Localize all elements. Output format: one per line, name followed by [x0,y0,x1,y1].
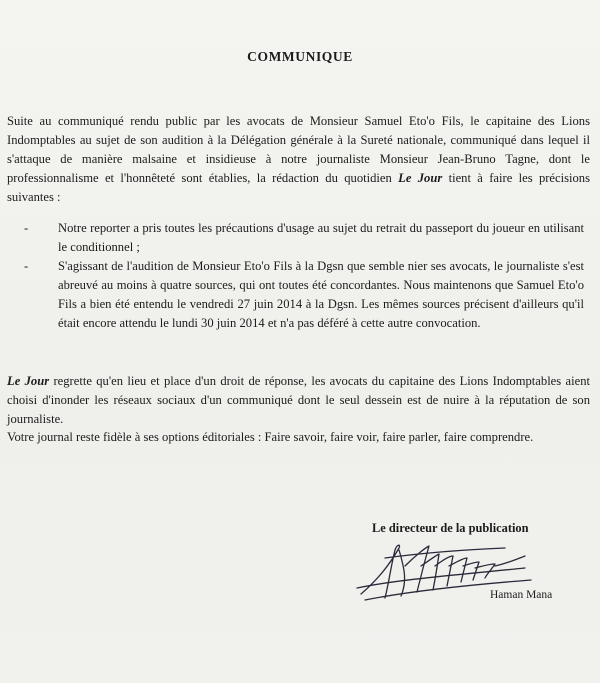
signature-title: Le directeur de la publication [372,521,529,535]
list-item-text: S'agissant de l'audition de Monsieur Eto'o Fils à la Dgsn que semble nier ses avocats, le journaliste s'est abreuvé au moins à quatre sources, qui ont toutes été concordantes. Nous maintenons que Samuel Eto'o Fils a bien été entendu le vendredi 27 juin 2014 à la Dgsn. Les mêmes sources précisent d'ailleurs qu'il était encore attendu le lundi 30 juin 2014 et n'a pas déféré à cette autre convocation. [58,259,584,330]
newspaper-name: Le Jour [398,171,443,185]
intro-text-end: tient à faire les précisions suivantes : [7,171,591,204]
clarifications-list [24,219,584,333]
list-item [24,257,584,333]
list-item [24,219,584,257]
intro-paragraph [7,112,590,207]
list-item-text: Notre reporter a pris toutes les précautions d'usage au sujet du retrait du passeport du joueur en utilisant le conditionnel ; [58,221,584,254]
regret-text: regrette qu'en lieu et place d'un droit de réponse, les avocats du capitaine des Lions Indomptables aient choisi d'inonder les réseaux sociaux d'un communiqué dont le seul dessein est de nuire à la réputation de son journaliste. [7,374,590,426]
list-bullet: - [24,221,29,235]
document-title: COMMUNIQUE [247,49,353,64]
list-bullet: - [24,259,29,273]
newspaper-name: Le Jour [7,374,50,388]
signatory-name: Haman Mana [490,589,553,601]
regret-paragraph [7,372,590,429]
closing-paragraph: Votre journal reste fidèle à ses options éditoriales : Faire savoir, faire voir, faire parler, faire comprendre. [7,430,534,444]
intro-text: Suite au communiqué rendu public par les avocats de Monsieur Samuel Eto'o Fils, le capitaine des Lions Indomptables au sujet de son audition à la Délégation générale à la Sureté nationale, communiqué dans lequel il s'attaque de manière malsaine et insidieuse à notre journaliste Monsieur Jean-Bruno Tagne, dont le professionnalisme et l'honnêteté sont établies, la rédaction du quotidien [7,114,590,185]
